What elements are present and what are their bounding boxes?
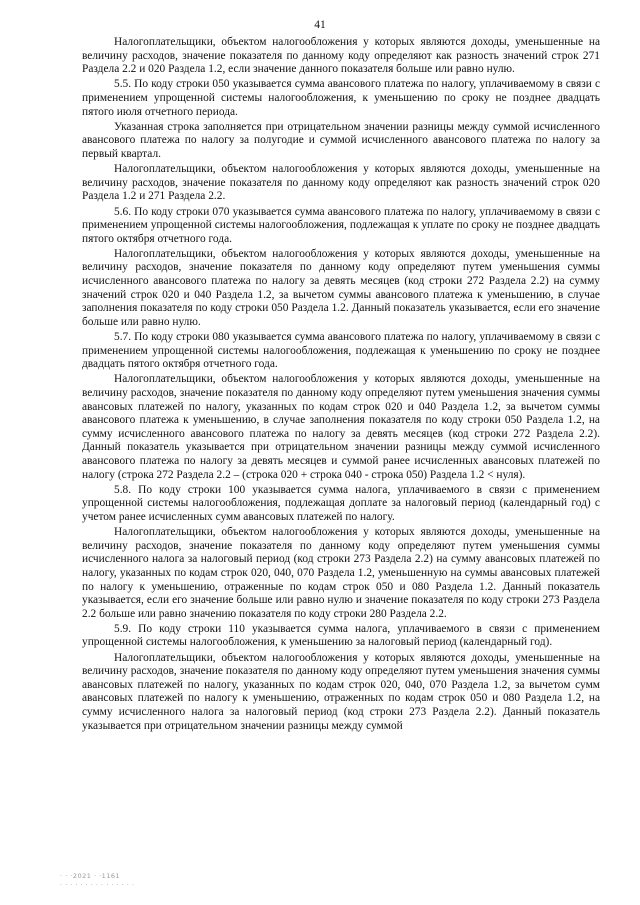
paragraph: 5.5. По коду строки 050 указывается сумма авансового платежа по налогу, уплачиваемому в связи с применением упрощенной системы налогообложения, к уменьшению по сроку не позднее двадцать пятого июля отчетного периода. bbox=[82, 78, 600, 118]
paragraph: Налогоплательщики, объектом налогообложения у которых являются доходы, уменьшенные на величину расходов, значение показателя по данному коду определяют путем уменьшения суммы исчисленного авансового платежа по налогу за девять месяцев (код строки 272 Раздела 2.2) на сумму значений строк 020 и 040 Раздела 1.2, за вычетом суммы авансового платежа к уменьшению, в случае заполнения показателя по коду строки 050 Раздела 1.2. Данный показатель указывается, если его значение больше или равно нулю. bbox=[82, 247, 600, 328]
paragraph: Налогоплательщики, объектом налогообложения у которых являются доходы, уменьшенные на величину расходов, значение показателя по данному коду определяют путем уменьшения суммы исчисленного налога за налоговый период (код строки 273 Раздела 2.2) на сумму авансовых платежей по налогу, указанных по кодам строк 020, 040, 070 Раздела 1.2, уменьшенную на суммы авансовых платежей по налогу к уменьшению, отраженные по кодам строк 050 и 080 Раздела 1.2. Данный показатель указывается, если его значение больше или равно нулю и значение показателя по коду строки 273 Раздела 2.2 больше или равно значению показателя по коду строки 280 Раздела 2.2. bbox=[82, 526, 600, 620]
page-number: 41 bbox=[314, 19, 326, 31]
paragraph: Налогоплательщики, объектом налогообложения у которых являются доходы, уменьшенные на величину расходов, значение показателя по данному коду определяют путем уменьшения значения суммы авансовых платежей по налогу, указанных по кодам строк 020, 040, 070 Раздела 1.2, за вычетом сумм авансовых платежей по налогу к уменьшению, отраженных по кодам строк 050 и 080 Раздела 1.2, на сумму исчисленного налога за налоговый период (код строки 273 Раздела 2.2). Данный показатель указывается при отрицательном значении разницы между суммой bbox=[82, 651, 600, 732]
paragraph: Налогоплательщики, объектом налогообложения у которых являются доходы, уменьшенные на величину расходов, значение показателя по данному коду определяют как разность значений строк 020 Раздела 1.2 и 271 Раздела 2.2. bbox=[82, 163, 600, 203]
paragraph: Указанная строка заполняется при отрицательном значении разницы между суммой исчисленного авансового платежа по налогу за полугодие и суммой исчисленного авансового платежа по налогу за первый квартал. bbox=[82, 120, 600, 160]
scan-footer-mark bbox=[60, 872, 134, 890]
paragraph: 5.7. По коду строки 080 указывается сумма авансового платежа по налогу, уплачиваемому в связи с применением упрощенной системы налогообложения, подлежащая к уменьшению по сроку не позднее двадцать пятого октября отчетного года. bbox=[82, 331, 600, 371]
paragraph: 5.8. По коду строки 100 указывается сумма налога, уплачиваемого в связи с применением упрощенной системы налогообложения, подлежащая доплате за налоговый период (календарный год) с учетом ранее исчисленных сумм авансовых платежей по налогу. bbox=[82, 483, 600, 523]
paragraph: Налогоплательщики, объектом налогообложения у которых являются доходы, уменьшенные на величину расходов, значение показателя по данному коду определяют путем уменьшения значения суммы авансовых платежей по налогу, указанных по кодам строк 020 и 040 Раздела 1.2, за вычетом суммы авансового платежа к уменьшению, в случае заполнения показателя по коду строки 050 Раздела 1.2, на сумму исчисленного авансового платежа по налогу за девять месяцев (код строки 272 Раздела 2.2). Данный показатель указывается при отрицательном значении разницы между суммой исчисленного авансового платежа по налогу за девять месяцев и суммой ранее исчисленных авансовых платежей по налогу (строка 272 Раздела 2.2 – (строка 020 + строка 040 - строка 050) Раздела 1.2 < нуля). bbox=[82, 373, 600, 481]
paragraph: Налогоплательщики, объектом налогообложения у которых являются доходы, уменьшенные на величину расходов, значение показателя по данному коду определяют как разность значений строк 271 Раздела 2.2 и 020 Раздела 1.2, если значение данного показателя больше или равно нулю. bbox=[82, 36, 600, 76]
paragraph: 5.6. По коду строки 070 указывается сумма авансового платежа по налогу, уплачиваемому в связи с применением упрощенной системы налогообложения, подлежащая к уплате по сроку не позднее двадцать пятого октября отчетного года. bbox=[82, 205, 600, 245]
scan-mark-line: · · ·2021 · ·1161 bbox=[60, 872, 121, 880]
scan-mark-line: · · · · · · · · · · · · · · · bbox=[60, 881, 135, 889]
document-body bbox=[82, 36, 600, 735]
paragraph: 5.9. По коду строки 110 указывается сумма налога, уплачиваемого в связи с применением упрощенной системы налогообложения, к уменьшению за налоговый период (календарный год). bbox=[82, 622, 600, 649]
